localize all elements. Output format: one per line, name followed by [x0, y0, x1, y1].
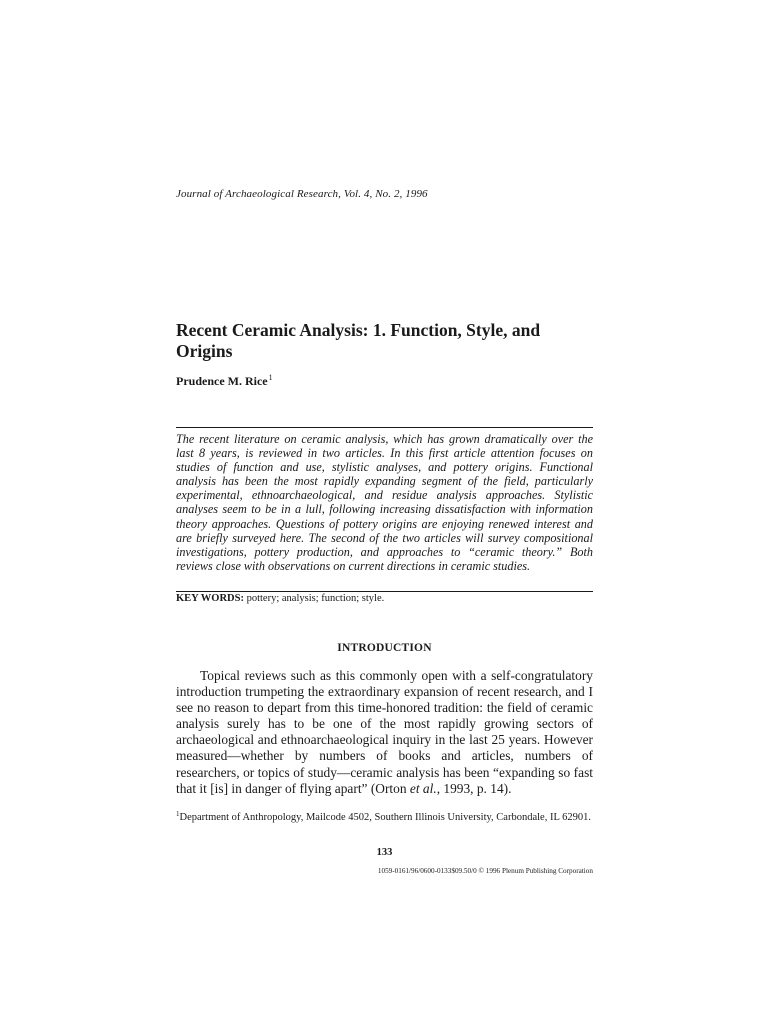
abstract: The recent literature on ceramic analysis, which has grown dramatically over the last 8 years, is reviewed in two articles. In this first article attention focuses on studies of function and use, stylistic analyses, and pottery origins. Functional analysis has been the most rapidly expanding segment of the field, particularly experimental, ethnoarchaeological, and residue analysis approaches. Stylistic analyses seem to be in a lull, following increasing dissatisfaction with information theory approaches. Questions of pottery origins are enjoying renewed interest and are briefly surveyed here. The second of the two articles will survey compositional investigations, pottery production, and approaches to “ceramic theory.” Both reviews close with observations on current directions in ceramic studies. [176, 432, 593, 573]
abstract-bottom-rule [176, 591, 593, 592]
author-line [176, 373, 273, 389]
paragraph-text-part1: Topical reviews such as this commonly open with a self-congratulatory introduction trumpeting the extraordinary expansion of recent research, and I see no reason to depart from this time-honored tradition: the field of ceramic analysis surely has to be one of the most rapidly growing sectors of archaeological and ethnoarchaeological inquiry in the last 25 years. However measured—whether by numbers of books and articles, numbers of researchers, or topics of study—ceramic analysis has been “expanding so fast that it [is] in danger of flying apart” (Orton [176, 668, 593, 796]
section-heading-introduction: INTRODUCTION [337, 642, 432, 654]
author-name: Prudence M. Rice [176, 374, 268, 388]
footnote-mark: 1 [176, 810, 180, 818]
journal-citation: Journal of Archaeological Research, Vol. 4, No. 2, 1996 [176, 188, 428, 200]
footnote-text: Department of Anthropology, Mailcode 4502, Southern Illinois University, Carbondale, IL 62901. [179, 812, 591, 823]
article-title: Recent Ceramic Analysis: 1. Function, Style, and Origins [176, 320, 541, 361]
copyright-line: 1059-0161/96/0600-0133$09.50/0 © 1996 Plenum Publishing Corporation [377, 867, 593, 875]
page-number: 133 [376, 847, 393, 858]
keywords-list: pottery; analysis; function; style. [246, 593, 385, 604]
introduction-paragraph [176, 668, 593, 797]
footnote [176, 808, 593, 824]
paragraph-et-al: et al. [409, 780, 437, 796]
author-footnote-mark: 1 [268, 373, 273, 382]
keywords-label: KEY WORDS: [176, 593, 244, 604]
paragraph-text-part2: , 1993, p. 14). [436, 780, 512, 796]
keywords-line [176, 593, 384, 604]
abstract-top-rule [176, 427, 593, 428]
